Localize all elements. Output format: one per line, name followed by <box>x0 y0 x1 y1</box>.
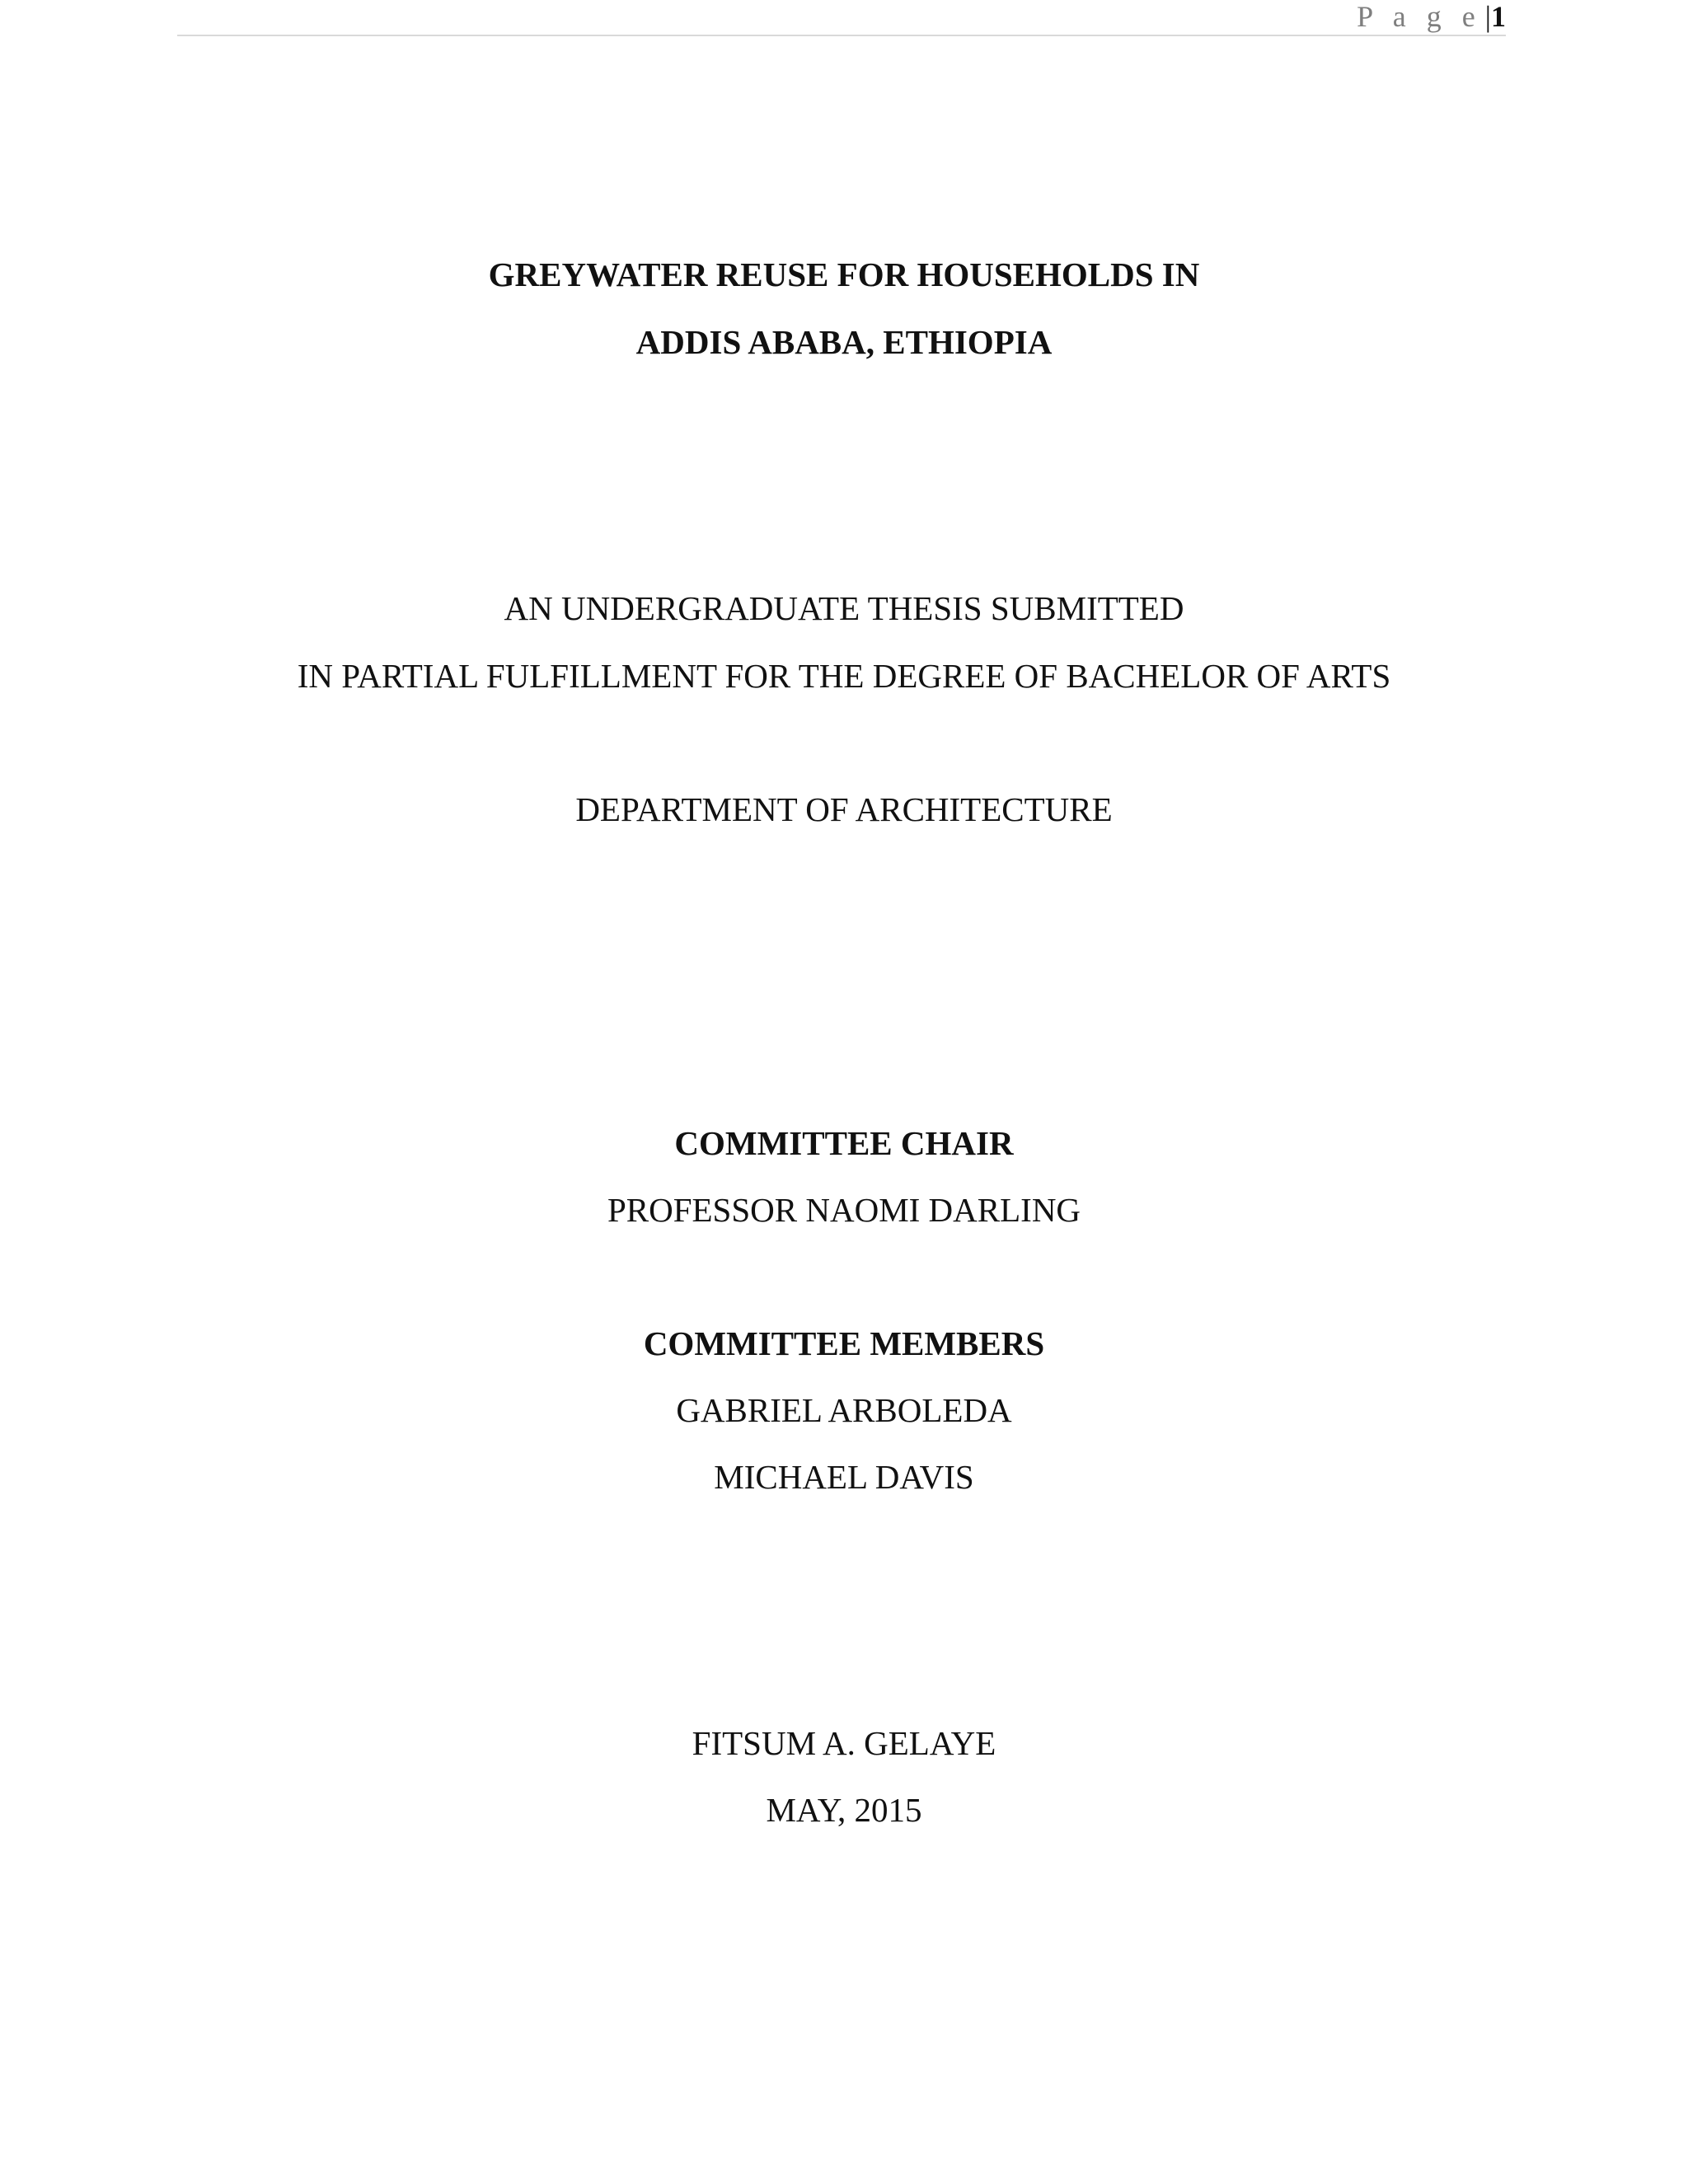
committee-chair-heading: COMMITTEE CHAIR <box>674 1124 1014 1162</box>
page-number-indicator <box>1357 2 1506 31</box>
committee-chair-name: PROFESSOR NAOMI DARLING <box>607 1191 1081 1229</box>
page-label: P a g e <box>1357 0 1482 33</box>
committee-member-name: MICHAEL DAVIS <box>714 1458 974 1496</box>
page-separator: | <box>1484 0 1491 33</box>
page-number: 1 <box>1491 0 1506 33</box>
department-name: DEPARTMENT OF ARCHITECTURE <box>575 790 1113 828</box>
committee-members-heading: COMMITTEE MEMBERS <box>643 1324 1045 1362</box>
page-header <box>177 0 1506 36</box>
submission-statement-line-1: AN UNDERGRADUATE THESIS SUBMITTED <box>504 589 1184 627</box>
submission-statement-line-2: IN PARTIAL FULFILLMENT FOR THE DEGREE OF BACHELOR OF ARTS <box>297 657 1391 695</box>
author-name: FITSUM A. GELAYE <box>692 1724 996 1762</box>
committee-member-name: GABRIEL ARBOLEDA <box>676 1391 1012 1429</box>
thesis-title-line-1: GREYWATER REUSE FOR HOUSEHOLDS IN <box>488 255 1200 293</box>
thesis-title-line-2: ADDIS ABABA, ETHIOPIA <box>635 323 1053 361</box>
submission-date: MAY, 2015 <box>766 1791 922 1829</box>
